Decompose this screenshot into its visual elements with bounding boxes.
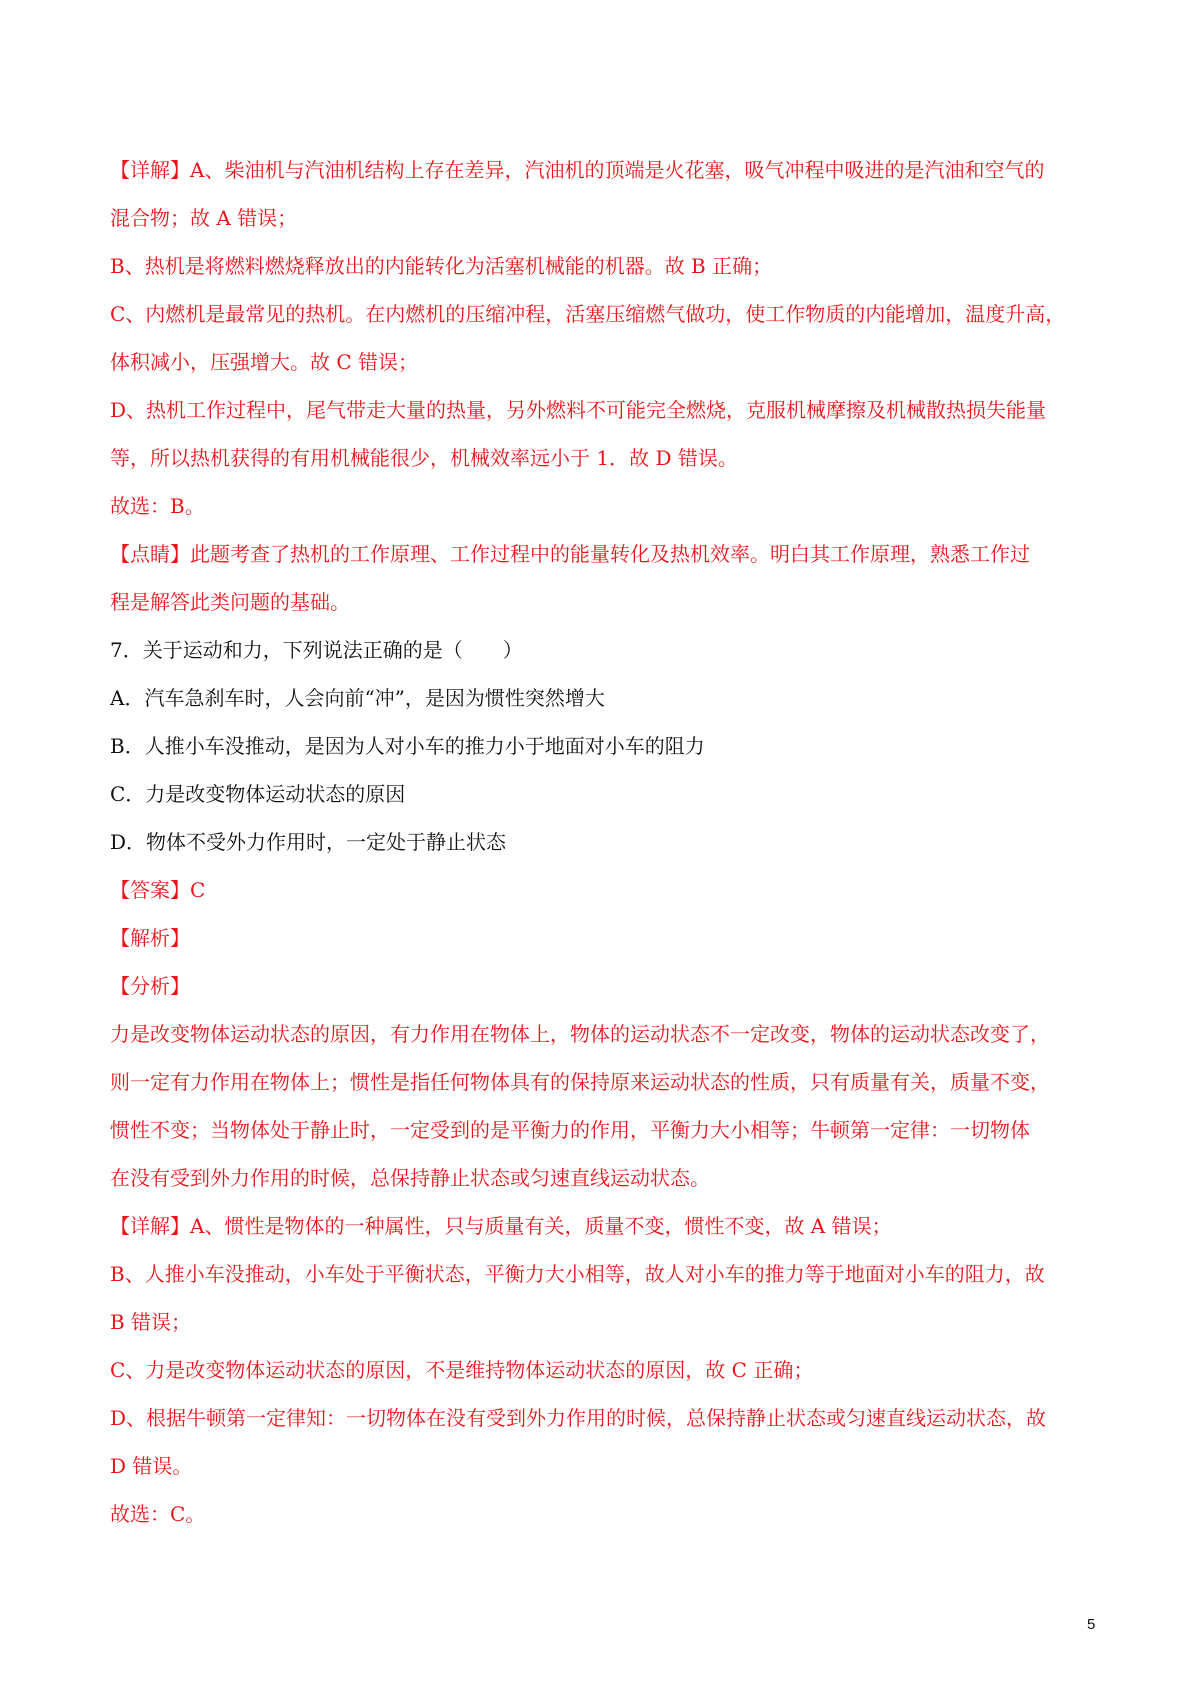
line-text: 程是解答此类问题的基础。 xyxy=(110,590,350,614)
line-text: 体积减小，压强增大。故 C 错误； xyxy=(110,350,419,374)
text-line xyxy=(110,674,1100,722)
section-tag: 【分析】 xyxy=(110,974,190,998)
line-text: 在没有受到外力作用的时候，总保持静止状态或匀速直线运动状态。 xyxy=(110,1166,710,1190)
text-line xyxy=(110,626,1100,674)
line-text: A．汽车急刹车时，人会向前“冲”，是因为惯性突然增大 xyxy=(110,686,605,710)
line-text: 等，所以热机获得的有用机械能很少，机械效率远小于 1．故 D 错误。 xyxy=(110,446,738,470)
line-text: 力是改变物体运动状态的原因，有力作用在物体上，物体的运动状态不一定改变，物体的运动状态改变了， xyxy=(110,1022,1050,1046)
section-tag: 【详解】 xyxy=(110,1214,190,1238)
text-line xyxy=(110,962,1100,1010)
page-number: 5 xyxy=(1087,1616,1096,1633)
line-text: 则一定有力作用在物体上；惯性是指任何物体具有的保持原来运动状态的性质，只有质量有关，质量不变， xyxy=(110,1070,1050,1094)
text-line xyxy=(110,1250,1100,1298)
line-text: C、内燃机是最常见的热机。在内燃机的压缩冲程，活塞压缩燃气做功，使工作物质的内能增加，温度升高， xyxy=(110,302,1066,326)
text-line xyxy=(110,914,1100,962)
text-line xyxy=(110,1106,1100,1154)
text-line xyxy=(110,818,1100,866)
line-text: 故选：B。 xyxy=(110,494,205,518)
line-text: D 错误。 xyxy=(110,1454,193,1478)
section-tag: 【详解】 xyxy=(110,158,190,182)
text-line xyxy=(110,386,1100,434)
text-line xyxy=(110,1202,1100,1250)
line-text: B、热机是将燃料燃烧释放出的内能转化为活塞机械能的机器。故 B 正确； xyxy=(110,254,773,278)
line-text: A、惯性是物体的一种属性，只与质量有关，质量不变，惯性不变，故 A 错误； xyxy=(190,1214,892,1238)
text-line xyxy=(110,1010,1100,1058)
text-line xyxy=(110,194,1100,242)
text-line xyxy=(110,578,1100,626)
text-line xyxy=(110,1154,1100,1202)
document-body xyxy=(110,146,1100,1538)
section-tag: 【解析】 xyxy=(110,926,190,950)
text-line xyxy=(110,242,1100,290)
line-text: 7．关于运动和力，下列说法正确的是（ ） xyxy=(110,638,523,662)
text-line xyxy=(110,1298,1100,1346)
text-line xyxy=(110,1490,1100,1538)
line-text: B．人推小车没推动，是因为人对小车的推力小于地面对小车的阻力 xyxy=(110,734,705,758)
line-text: B 错误； xyxy=(110,1310,192,1334)
line-text: 故选：C。 xyxy=(110,1502,206,1526)
text-line xyxy=(110,1442,1100,1490)
line-text: C．力是改变物体运动状态的原因 xyxy=(110,782,406,806)
text-line xyxy=(110,290,1100,338)
line-text: 混合物；故 A 错误； xyxy=(110,206,298,230)
line-text: C、力是改变物体运动状态的原因，不是维持物体运动状态的原因，故 C 正确； xyxy=(110,1358,814,1382)
line-text: D、热机工作过程中，尾气带走大量的热量，另外燃料不可能完全燃烧，克服机械摩擦及机械散热损失能量 xyxy=(110,398,1047,422)
text-line xyxy=(110,530,1100,578)
line-text: A、柴油机与汽油机结构上存在差异，汽油机的顶端是火花塞，吸气冲程中吸进的是汽油和空气的 xyxy=(190,158,1045,182)
line-text: C xyxy=(190,878,206,902)
text-line xyxy=(110,770,1100,818)
section-tag: 【答案】 xyxy=(110,878,190,902)
line-text: D、根据牛顿第一定律知：一切物体在没有受到外力作用的时候，总保持静止状态或匀速直线运动状态，故 xyxy=(110,1406,1047,1430)
line-text: 此题考查了热机的工作原理、工作过程中的能量转化及热机效率。明白其工作原理，熟悉工作过 xyxy=(190,542,1030,566)
line-text: 惯性不变；当物体处于静止时，一定受到的是平衡力的作用，平衡力大小相等；牛顿第一定律：一切物体 xyxy=(110,1118,1030,1142)
text-line xyxy=(110,1394,1100,1442)
text-line xyxy=(110,1346,1100,1394)
text-line xyxy=(110,866,1100,914)
text-line xyxy=(110,146,1100,194)
line-text: D．物体不受外力作用时，一定处于静止状态 xyxy=(110,830,507,854)
section-tag: 【点睛】 xyxy=(110,542,190,566)
line-text: B、人推小车没推动，小车处于平衡状态，平衡力大小相等，故人对小车的推力等于地面对小车的阻力，故 xyxy=(110,1262,1045,1286)
text-line xyxy=(110,434,1100,482)
text-line xyxy=(110,482,1100,530)
text-line xyxy=(110,1058,1100,1106)
text-line xyxy=(110,722,1100,770)
text-line xyxy=(110,338,1100,386)
